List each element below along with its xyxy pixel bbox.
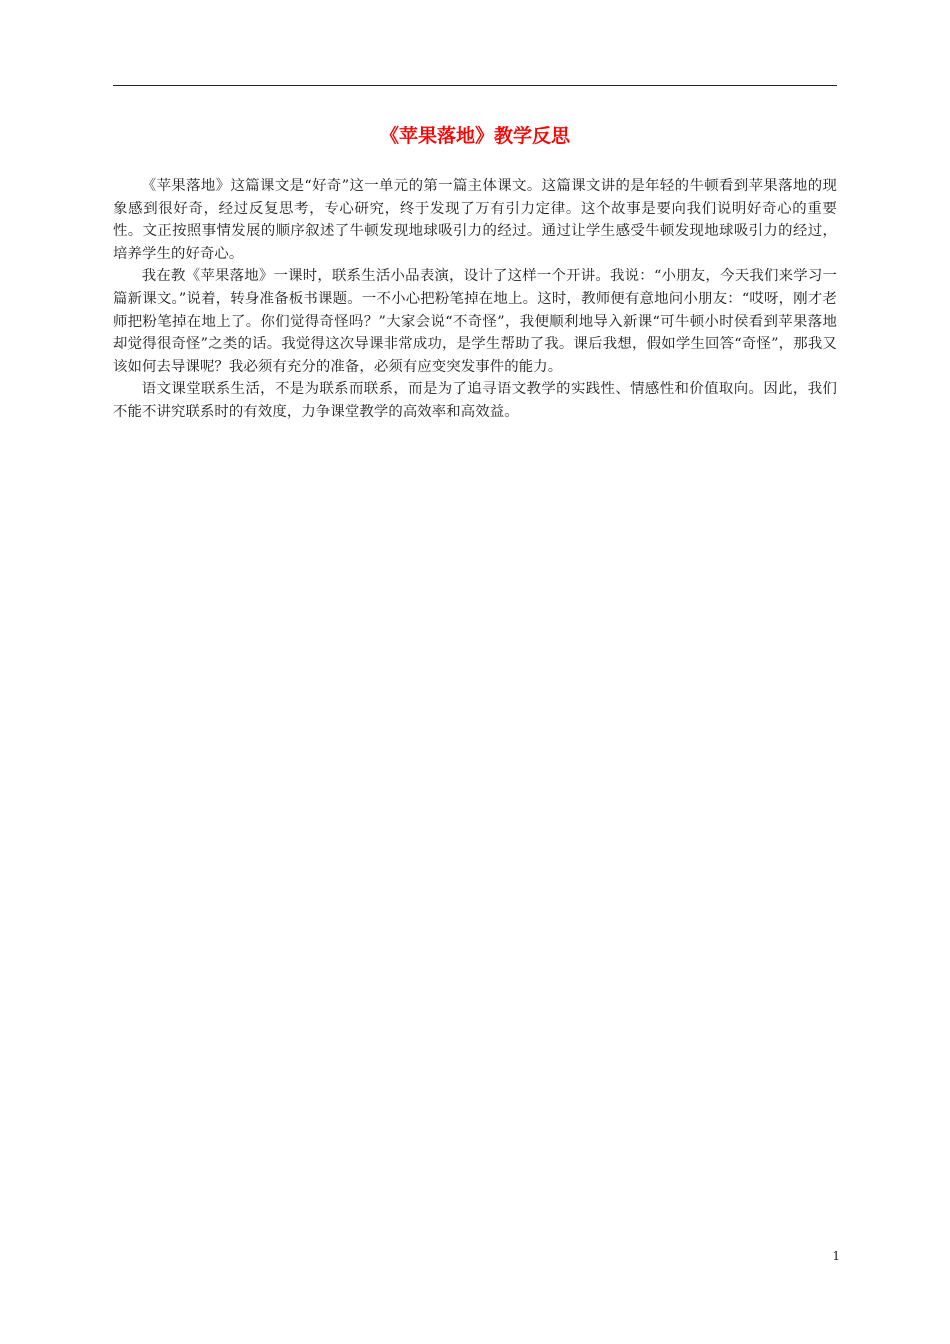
header-rule: [113, 85, 837, 86]
document-body: [113, 175, 837, 424]
document-title: 《苹果落地》教学反思: [379, 125, 570, 147]
paragraph-1: 《苹果落地》这篇课文是“好奇”这一单元的第一篇主体课文。这篇课文讲的是年轻的牛顿看到苹果落地的现象感到很好奇，经过反复思考，专心研究，终于发现了万有引力定律。这个故事是要向我们说明好奇心的重要性。文正按照事情发展的顺序叙述了牛顿发现地球吸引力的经过。通过让学生感受牛顿发现地球吸引力的经过，培养学生的好奇心。: [113, 178, 837, 262]
page-number: 1: [832, 1249, 840, 1263]
paragraph-3: 语文课堂联系生活，不是为联系而联系，而是为了追寻语文教学的实践性、情感性和价值取向。因此，我们不能不讲究联系时的有效度，力争课堂教学的高效率和高效益。: [113, 381, 837, 420]
paragraph-2: 我在教《苹果落地》一课时，联系生活小品表演，设计了这样一个开讲。我说：“小朋友，今天我们来学习一篇新课文。”说着，转身准备板书课题。一不小心把粉笔掉在地上。这时，教师便有意地问小朋友：“哎呀，刚才老师把粉笔掉在地上了。你们觉得奇怪吗？”大家会说“不奇怪”，我便顺利地导入新课“可牛顿小时侯看到苹果落地却觉得很奇怪”之类的话。我觉得这次导课非常成功，是学生帮助了我。课后我想，假如学生回答“奇怪”，那我又该如何去导课呢？我必须有充分的准备，必须有应变突发事件的能力。: [113, 268, 837, 375]
